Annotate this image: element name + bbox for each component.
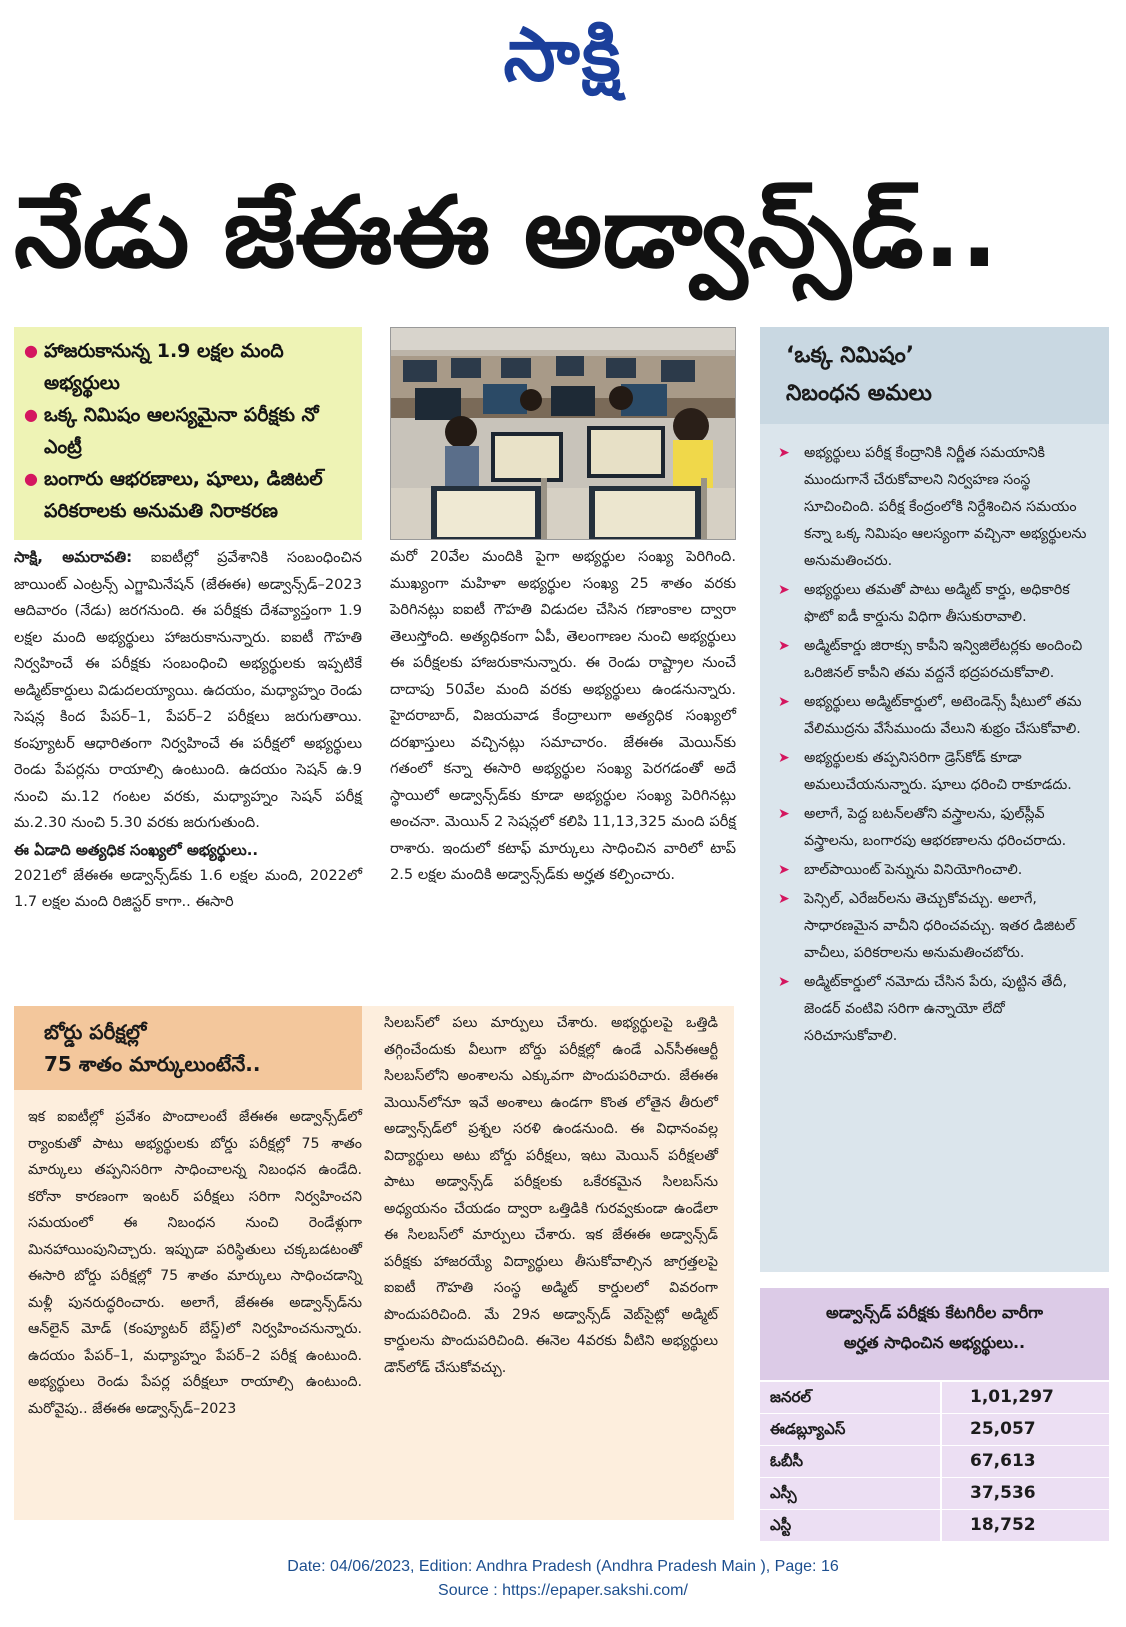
rules-box-title [760,327,1109,424]
board-section-title [14,1006,362,1090]
article-text: ఐఐటీల్లో ప్రవేశానికి సంబంధించిన జాయింట్‌ ఎంట్రన్స్‌ ఎగ్జామినేషన్‌ (జేఈఈ) అడ్వాన్స్‌డ్‌–2023 ఆదివారం (నేడు) జరగనుంది. ఈ పరీక్షకు దేశవ్యాప్తంగా 1.9 లక్షల మంది అభ్యర్థులు హాజరుకానున్నారు. ఐఐటీ గౌహతి నిర్వహించే ఈ పరీక్షకు సంబంధించి అభ్యర్థులకు ఇప్పటికే అడ్మిట్‌కార్డులు విడుదలయ్యాయి. ఉదయం, మధ్యాహ్నం రెండు సెషన్ల కింద పేపర్‌–1, పేపర్‌–2 పరీక్షలు జరుగుతాయి. కంప్యూటర్‌ ఆధారితంగా నిర్వహించే ఈ పరీక్షలో అభ్యర్థులు రెండు పేపర్లను రాయాల్సి ఉంటుంది. ఉదయం సెషన్‌ ఉ.9 నుంచి మ.12 గంటల వరకు, మధ్యాహ్నం సెషన్‌ పరీక్ష మ.2.30 నుంచి 5.30 వరకు జరుగుతుంది. [14,549,363,831]
rule-item: ➤ అభ్యర్థులకు తప్పనిసరిగా డ్రెస్‌కోడ్‌ కూడా అమలుచేయనున్నారు. షూలు ధరించి రాకూడదు. [774,745,1097,799]
rules-title-line: ‘ఒక్క నిమిషం’ [786,343,915,368]
count-cell: 18,752 [970,1515,1036,1535]
rule-item: ➤ పెన్సిల్, ఎరేజర్‌లను తెచ్చుకోవచ్చు. అలాగే, సాధారణమైన వాచీని ధరించవచ్చు. ఇతర డిజిటల్‌ వాచీలు, పరికరాలను అనుమతించబోరు. [774,886,1097,967]
category-cell: ఈడబ్ల్యూఎస్‌ [760,1414,942,1445]
stats-title [760,1288,1109,1380]
table-row [760,1510,1109,1541]
article-text: 2021లో జేఈఈ అడ్వాన్స్‌డ్‌కు 1.6 లక్షల మంది, 2022లో 1.7 లక్షల మంది రిజిస్టర్‌ కాగా.. ఈసారి [14,866,362,910]
rule-item: ➤ బాల్‌పాయింట్‌ పెన్నును వినియోగించాలి. [774,857,1097,884]
masthead-logo [0,10,1126,100]
footer-edition: Date: 04/06/2023, Edition: Andhra Pradesh (Andhra Pradesh Main ), Page: 16 [287,1558,839,1575]
article-column-2: మరో 20వేల మందికి పైగా అభ్యర్థుల సంఖ్య పెరిగింది. ముఖ్యంగా మహిళా అభ్యర్థుల సంఖ్య 25 శాతం వరకు పెరిగినట్లు ఐఐటీ గౌహతి విడుదల చేసిన గణాంకాల ద్వారా తెలుస్తోంది. అత్యధికంగా ఏపీ, తెలంగాణల నుంచి అభ్యర్థులు ఈ పరీక్షలకు హాజరుకానున్నారు. ఈ రెండు రాష్ట్రాల నుంచే దాదాపు 50వేల మంది వరకు అభ్యర్థులు ఉండనున్నారు. హైదరాబాద్, విజయవాడ కేంద్రాలుగా అత్యధిక సంఖ్యలో దరఖాస్తులు వచ్చినట్లు సమాచారం. జేఈఈ మెయిన్‌కు గతంలో కన్నా ఈసారి అభ్యర్థుల సంఖ్య పెరగడంతో అదే స్థాయిలో అడ్వాన్స్‌డ్‌కు కూడా అభ్యర్థుల సంఖ్య పెరిగినట్లు అంచనా. మెయిన్‌ 2 సెషన్లలో కలిపి 11,13,325 మంది పరీక్ష రాశారు. ఇందులో కటాఫ్‌ మార్కులు సాధించిన వారిలో టాప్‌ 2.5 లక్షల మందికి అడ్వాన్స్‌డ్‌కు అర్హత కల్పించారు. [390,548,736,883]
table-row [760,1478,1109,1509]
board-column-2: సిలబస్‌లో పలు మార్పులు చేశారు. అభ్యర్థులపై ఒత్తిడి తగ్గించేందుకు వీలుగా బోర్డు పరీక్షల్లో ఉండే ఎన్‌సీఈఆర్టీ సిలబస్‌లోని అంశాలను ఎక్కువగా పొందుపరిచారు. జేఈఈ మెయిన్‌లోనూ ఇవే అంశాలు ఉండగా కొంత లోతైన తీరులో అడ్వాన్స్‌డ్‌లో ప్రశ్నల సరళి ఉండనుంది. ఈ విధానంవల్ల విద్యార్థులు అటు బోర్డు పరీక్షలు, ఇటు మెయిన్‌ పరీక్షలతో పాటు అడ్వాన్స్‌డ్‌ పరీక్షలకు ఒకేరకమైన సిలబస్‌ను అధ్యయనం చేయడం ద్వారా ఒత్తిడికి గురవ్వకుండా ఉండేలా ఈ సిలబస్‌లో మార్పులు చేశారు. ఇక జేఈఈ అడ్వాన్స్‌డ్‌ పరీక్షకు హాజరయ్యే విద్యార్థులు తీసుకోవాల్సిన జాగ్రత్తలపై ఐఐటీ గౌహతి సంస్థ అడ్మిట్‌ కార్డులలో వివరంగా పొందుపరిచింది. మే 29న అడ్వాన్స్‌డ్‌ వెబ్‌సైట్లో అడ్మిట్‌ కార్డులను పొందుపరిచింది. ఈనెల 4వరకు వీటిని అభ్యర్థులు డౌన్‌లోడ్‌ చేసుకోవచ్చు. [384,1015,718,1376]
exam-hall-photo [390,327,736,540]
category-cell: ఎస్టీ [760,1510,942,1541]
category-cell: జనరల్‌ [760,1382,942,1413]
page-headline: నేడు జేఈఈ అడ్వాన్స్‌డ్‌.. [14,176,998,290]
stats-title-line: అడ్వాన్స్‌డ్‌ పరీక్షకు కేటగిరీల వారీగా [826,1303,1043,1322]
count-cell: 1,01,297 [970,1387,1054,1407]
highlight-item: ● బంగారు ఆభరణాలు, షూలు, డిజిటల్‌ పరికరాలకు అనుమతి నిరాకరణ [24,463,354,527]
highlight-item: ● ఒక్క నిమిషం ఆలస్యమైనా పరీక్షకు నో ఎంట్రీ [24,399,354,463]
footer-source: Source : https://epaper.sakshi.com/ [438,1582,688,1599]
rule-item: ➤ అడ్మిట్‌కార్డు జిరాక్సు కాపీని ఇన్విజిలేటర్లకు అందించి ఒరిజినల్‌ కాపీని తమ వద్దనే భద్రపరచుకోవాలి. [774,633,1097,687]
category-cell: ఓబీసీ [760,1446,942,1477]
count-cell: 67,613 [970,1451,1036,1471]
page-footer [0,1555,1126,1603]
table-row [760,1446,1109,1477]
article-column-1 [14,544,362,984]
rules-list-box [760,424,1109,1272]
highlight-item: ● హాజరుకానున్న 1.9 లక్షల మంది అభ్యర్థులు [24,335,354,399]
rules-title-line: నిబంధన అమలు [786,381,932,406]
rule-item: ➤ అడ్మిట్‌కార్డులో నమోదు చేసిన పేరు, పుట్టిన తేదీ, జెండర్‌ వంటివి సరిగా ఉన్నాయో లేదో సరిచూసుకోవాలి. [774,969,1097,1050]
table-row [760,1382,1109,1413]
rule-item: ➤ అభ్యర్థులు తమతో పాటు అడ్మిట్‌ కార్డు, అధికారిక ఫొటో ఐడీ కార్డును విధిగా తీసుకురావాలి. [774,577,1097,631]
board-column-1: ఇక ఐఐటీల్లో ప్రవేశం పొందాలంటే జేఈఈ అడ్వాన్స్‌డ్‌లో ర్యాంకుతో పాటు అభ్యర్థులకు బోర్డు పరీక్షల్లో 75 శాతం మార్కులు తప్పనిసరిగా సాధించాలన్న నిబంధన ఉండేది. కరోనా కారణంగా ఇంటర్‌ పరీక్షలు సరిగా నిర్వహించని సమయంలో ఈ నిబంధన నుంచి రెండేళ్లుగా మినహాయింపునిచ్చారు. ఇప్పుడా పరిస్థితులు చక్కబడటంతో ఈసారి బోర్డు పరీక్షల్లో 75 శాతం మార్కులు సాధించడాన్ని మళ్లీ పునరుద్ధరించారు. అలాగే, జేఈఈ అడ్వాన్స్‌డ్‌ను ఆన్‌లైన్‌ మోడ్‌ (కంప్యూటర్‌ బేస్డ్‌)లో నిర్వహించనున్నారు. ఉదయం పేపర్‌–1, మధ్యాహ్నం పేపర్‌–2 పరీక్ష ఉంటుంది. అభ్యర్థులు రెండు పేపర్ల పరీక్షలూ రాయాల్సి ఉంటుంది. మరోవైపు.. జేఈఈ అడ్వాన్స్‌డ్‌–2023 [28,1109,362,1417]
newspaper-logo: సాక్షి [503,12,623,98]
highlights-box [14,327,362,540]
board-title-line: బోర్డు పరీక్షల్లో [44,1020,147,1044]
rule-item: ➤ అలాగే, పెద్ద బటన్‌లతోని వస్త్రాలను, ఫుల్‌స్లీవ్‌ వస్త్రాలను, బంగారపు ఆభరణాలను ధరించరాదు. [774,801,1097,855]
category-cell: ఎస్సీ [760,1478,942,1509]
rule-item: ➤ అభ్యర్థులు అడ్మిట్‌కార్డులో, అటెండెన్స్‌ షీటులో తమ వేలిముద్రను వేసేముందు వేలుని శుభ్రం చేసుకోవాలి. [774,689,1097,743]
rule-item: ➤ అభ్యర్థులు పరీక్ష కేంద్రానికి నిర్ణీత సమయానికి ముందుగానే చేరుకోవాలని నిర్వహణ సంస్థ సూచించింది. పరీక్ష కేంద్రంలోకి నిర్దేశించిన సమయం కన్నా ఒక్క నిమిషం ఆలస్యంగా వచ్చినా అభ్యర్థులను అనుమతించరు. [774,440,1097,575]
count-cell: 25,057 [970,1419,1036,1439]
stats-table [760,1382,1109,1542]
article-subhead: ఈ ఏడాది అత్యధిక సంఖ్యలో అభ్యర్థులు.. [14,840,259,859]
exam-hall-illustration [391,328,736,540]
board-title-line: 75 శాతం మార్కులుంటేనే.. [44,1052,261,1076]
count-cell: 37,536 [970,1483,1036,1503]
table-row [760,1414,1109,1445]
stats-title-line: అర్హత సాధించిన అభ్యర్థులు.. [843,1333,1026,1352]
dateline: సాక్షి, అమరావతి: [14,548,133,566]
